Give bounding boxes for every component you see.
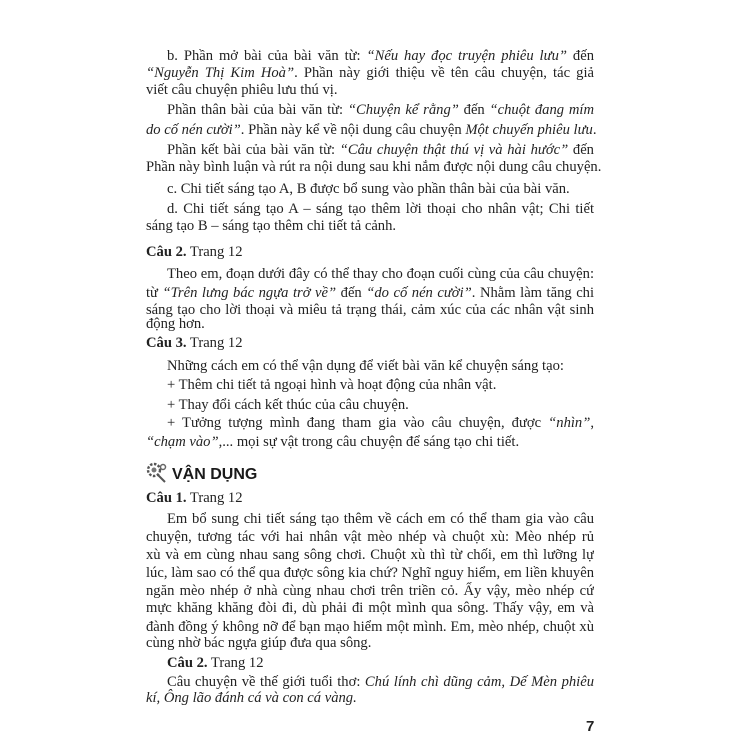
section-heading-van-dung (146, 464, 257, 486)
text-segment: đành đồng ý không nỡ để bạn mạo hiểm một mình. Em, mèo nhép, chuột xù (146, 619, 594, 635)
text-segment: + Thêm chi tiết tả ngoại hình và hoạt động của nhân vật. (167, 377, 497, 393)
question-label: Câu 1. (146, 490, 187, 506)
text-segment: b. Phần mở bài của bài văn từ: (167, 48, 367, 64)
text-line (146, 582, 594, 600)
text-line (167, 101, 594, 119)
text-segment: đến (336, 285, 367, 301)
text-segment: + Tưởng tượng mình đang tham gia vào câu chuyện, được (167, 415, 549, 431)
text-segment: ngăn mèo nhép ở nhà cùng nhau chơi trên triền cỏ. Ấy vậy, mèo nhép cứ (146, 583, 594, 599)
italic-quote: “Trên lưng bác ngựa trở về” (162, 285, 337, 301)
italic-quote: “chạm vào” (146, 434, 219, 450)
text-segment: . (592, 122, 597, 138)
text-line (146, 689, 594, 707)
text-segment: sáng tạo B – sáng tạo thêm chi tiết tả cảnh. (146, 218, 397, 234)
italic-quote: kí, Ông lão đánh cá và con cá vàng. (146, 690, 357, 706)
text-segment: chuyện, tương tác với hai nhân vật mèo nhép và chuột xù: Mèo nhép rủ (146, 529, 594, 545)
text-segment: cùng nhờ bác ngựa giúp đưa qua sông. (146, 635, 372, 651)
text-line (146, 634, 594, 652)
question-label: Câu 3. (146, 335, 187, 351)
text-segment: từ (146, 285, 163, 301)
text-segment: viết câu chuyện phiêu lưu thú vị. (146, 82, 338, 98)
section-title: VẬN DỤNG (172, 466, 258, 483)
text-line (167, 396, 594, 414)
italic-quote: “do cố nén cười” (366, 285, 472, 301)
italic-quote: “Nguyễn Thị Kim Hoà” (146, 65, 295, 81)
italic-quote: “Chuyện kể rằng” (347, 102, 459, 118)
italic-quote: “chuột đang mím (489, 102, 594, 118)
question-heading (146, 334, 594, 352)
text-segment: . Phần này giới thiệu về tên câu chuyện, tác giả (294, 65, 594, 81)
text-line (167, 265, 594, 283)
text-segment: xù và em cùng nhau sang sông chơi. Chuột xù thì từ chối, em thì lưỡng lự (146, 547, 594, 563)
text-segment: d. Chi tiết sáng tạo A – sáng tạo thêm lời thoại cho nhân vật; Chi tiết (167, 201, 594, 217)
text-segment: Trang 12 (186, 335, 243, 351)
text-line (146, 564, 594, 582)
text-segment: Trang 12 (186, 490, 243, 506)
text-segment: Phần kết bài của bài văn từ: (167, 142, 340, 158)
text-line (167, 47, 594, 65)
text-line (146, 64, 594, 82)
text-line (167, 510, 594, 528)
question-label: Câu 2. (167, 655, 208, 671)
text-segment: , (590, 415, 594, 431)
text-line (146, 217, 594, 235)
italic-quote: Một chuyến phiêu lưu (465, 122, 593, 138)
text-line (146, 81, 594, 99)
question-label: Câu 2. (146, 244, 187, 260)
text-segment: Phần thân bài của bài văn từ: (167, 102, 348, 118)
text-line (167, 141, 594, 159)
text-segment: động hơn. (146, 316, 205, 332)
text-segment: Phần này bình luận và rút ra nội dung sau khi nắm được nội dung câu chuyện. (146, 159, 602, 175)
text-line (146, 433, 594, 451)
question-heading (146, 489, 594, 507)
text-segment: mực khăng khăng đòi đi, dù phải đi một mình qua sông. Thấy vậy, em và (146, 600, 594, 616)
text-segment: Câu chuyện về thế giới tuổi thơ: (167, 674, 365, 690)
text-segment: đến (567, 48, 594, 64)
text-line (146, 284, 594, 302)
gears-tools-icon (146, 462, 168, 489)
text-line (167, 414, 594, 432)
text-line (167, 200, 594, 218)
text-segment: . Phần này kể về nội dung câu chuyện (240, 122, 466, 138)
text-segment: + Thay đổi cách kết thúc của câu chuyện. (167, 397, 409, 413)
text-line (146, 528, 594, 546)
text-line (146, 315, 594, 333)
text-line (146, 546, 594, 564)
text-segment: Trang 12 (207, 655, 264, 671)
question-heading (167, 654, 594, 672)
text-segment: đến (458, 102, 490, 118)
text-segment: c. Chi tiết sáng tạo A, B được bổ sung vào phần thân bài của bài văn. (167, 181, 570, 197)
page-number: 7 (586, 718, 595, 735)
italic-quote: Chú lính chì dũng cảm, Dế Mèn phiêu (364, 674, 594, 690)
text-line (167, 376, 594, 394)
text-segment: đến (572, 142, 594, 158)
text-segment: Theo em, đoạn dưới đây có thể thay cho đoạn cuối cùng của câu chuyện: (167, 266, 594, 282)
italic-quote: “nhìn” (548, 415, 591, 431)
text-segment: sáng tạo cho lời thoại và miêu tả trạng thái, cảm xúc của các nhân vật sinh (146, 302, 594, 318)
text-segment: Những cách em có thể vận dụng để viết bài văn kể chuyện sáng tạo: (167, 358, 564, 374)
text-segment: . Nhằm làm tăng chi (471, 285, 594, 301)
text-line (146, 121, 597, 139)
text-segment: Trang 12 (186, 244, 243, 260)
text-line (167, 180, 594, 198)
italic-quote: “Nếu hay đọc truyện phiêu lưu” (366, 48, 567, 64)
text-segment: ,... mọi sự vật trong câu chuyện để sáng tạo chi tiết. (218, 434, 520, 450)
italic-quote: “Câu chuyện thật thú vị và hài hước” (339, 142, 569, 158)
italic-quote: do cố nén cười” (146, 122, 241, 138)
text-line (146, 599, 594, 617)
text-line (146, 158, 602, 176)
text-line (167, 357, 594, 375)
question-heading (146, 243, 594, 261)
text-segment: Em bổ sung chi tiết sáng tạo thêm về cách em có thể tham gia vào câu (167, 511, 594, 527)
text-segment: lúc, làm sao có thể qua được sông kia chứ? Nghĩ nguy hiểm, em liền khuyên (146, 565, 594, 581)
